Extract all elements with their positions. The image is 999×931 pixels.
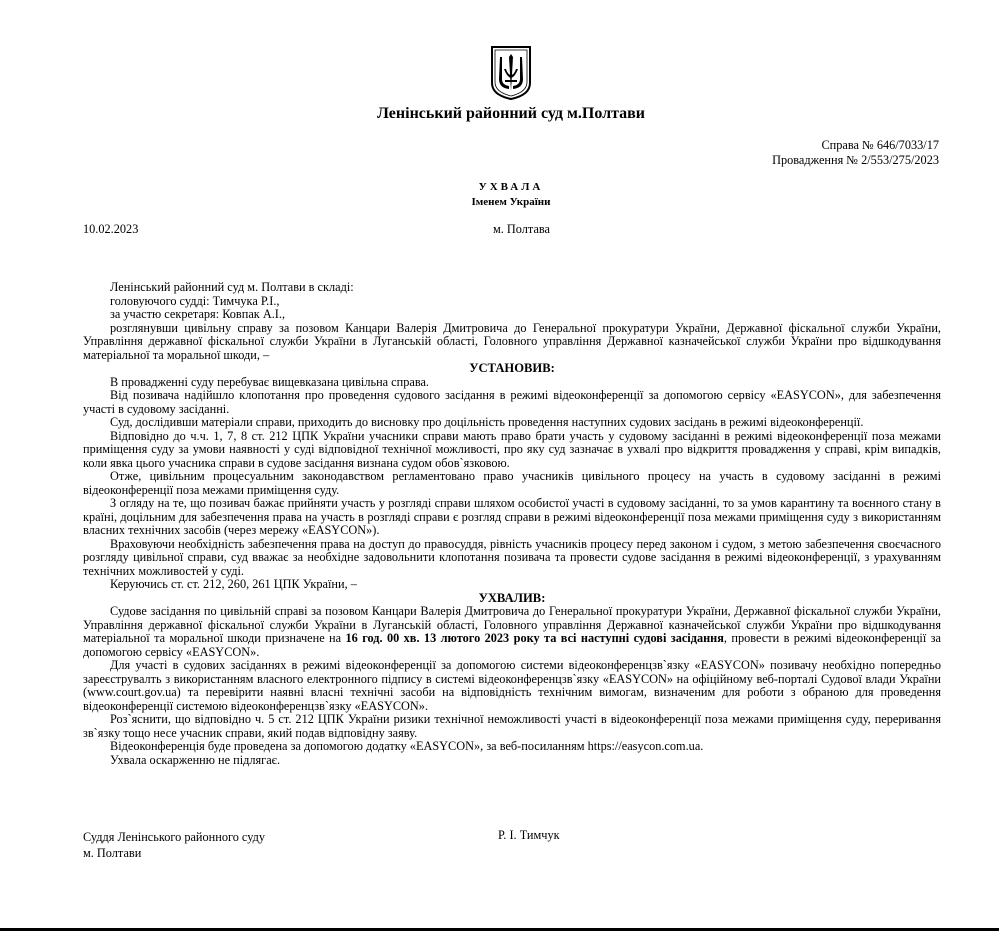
established-paragraph: Керуючись ст. ст. 212, 260, 261 ЦПК України, – [110,577,357,591]
judge-name: Р. І. Тимчук [498,828,560,842]
ruled-hearing-text-end: , провести в режимі відеоконференції за допомогою сервісу «EASYCON». [83,631,941,659]
ruling-date: 10.02.2023 [83,222,139,236]
ukraine-trident-emblem-icon [490,45,532,101]
established-paragraph: Суд, дослідивши матеріали справи, приходить до висновку про доцільність проведення наступних судових засідань в режимі відеоконференції. [110,415,864,429]
document-type: УХВАЛА [478,181,544,193]
case-numbers [772,138,939,168]
ruling-body [83,281,941,767]
proceeding-number: Провадження № 2/553/275/2023 [772,153,939,167]
ruled-hearing-text: Судове засідання по цивільній справі за позовом Канцари Валерія Дмитровича до Генеральної прокуратури України, Державної фіскальної служби України, Управління державної фіскальної служби України в Луганській області, Головного управління Державної казначейської служби України про відшкодування матеріальної та моральної шкоди призначене на [83,604,941,645]
ruled-paragraph: Для участі в судових засіданнях в режимі відеоконференції за допомогою системи відеоконференцзв`язку «EASYCON» позивачу необхідно попередньо зареєструвалть з використанням власного електронного підпису в системі відеоконференцзв`язку «EASYCON» на офіційному веб-порталі Судової влади України (www.court.gov.ua) та перевірити наявні власні технічні засоби на відповідність технічним вимогам, визначеним для роботи з обраною для проведення відеоконференції системою відеоконференцзв`язку «EASYCON». [83,658,941,713]
established-paragraph: В провадженні суду перебуває вищевказана цивільна справа. [110,374,429,389]
ruled-heading: УХВАЛИВ: [478,590,546,605]
document-subtitle: Іменем України [471,196,551,208]
signature-title-line: Суддя Ленінського районного суду [83,830,266,844]
secretary-line: за участю секретаря: Ковпак А.І., [110,307,286,321]
ruling-city: м. Полтава [493,222,551,236]
established-paragraph: Відповідно до ч.ч. 1, 7, 8 ст. 212 ЦПК України учасники справи мають право брати участь у судовому засіданні в режимі відеоконференції поза межами приміщення суду за умови наявності у суді відповідної технічної можливості, про яку суд зазначає в ухвалі про відкриття провадження у справі, крім випадків, коли явка цього учасника справи в судове засідання визнана судом обов`язковою. [83,428,941,470]
established-paragraph: Отже, цивільним процесуальним законодавством регламентовано право учасників цивільного процесу на участь в судовому засіданні в режимі відеоконференції поза межами приміщення суду. [83,469,941,497]
court-name-title: Ленінський районний суд м.Полтави [376,105,645,122]
ruled-paragraph: Ухвала оскарженню не підлягає. [110,752,281,767]
established-paragraph: З огляду на те, що позивач бажає прийняти участь у розгляді справи шляхом особистої участі в судовому засіданні, то за умов карантину та воєнного стану в країні, доцільним для забезпечення права на участь в розгляді справи є розгляд справи в режимі відеоконференції поза межами приміщення суду з використанням власних технічних засобів (через мережу «EASYCON»). [83,496,941,537]
established-heading: УСТАНОВИВ: [469,361,555,375]
established-paragraph: Від позивача надійшло клопотання про проведення судового засідання в режимі відеоконференції за допомогою сервісу «EASYCON», для забезпечення участі в судовому засіданні. [83,388,941,416]
case-intro-paragraph: розглянувши цивільну справу за позовом Канцари Валерія Дмитровича до Генеральної прокуратури України, Державної фіскальної служби України, Управління державної фіскальної служби України в Луганській області, Головного управління Державної казначейської служби України про відшкодування матеріальної та моральної шкоди, – [83,320,941,362]
ruled-paragraph-hearing [83,605,941,659]
presiding-judge-line: головуючого судді: Тимчука Р.І., [110,293,280,308]
hearing-datetime: 16 год. 00 хв. 13 лютого 2023 року та всі наступні судові засідання [345,631,724,645]
ruled-paragraph: Роз`яснити, що відповідно ч. 5 ст. 212 ЦПК України ризики технічної неможливості участі в відеоконференції поза межами приміщення суду, переривання зв`язку тощо несе учасник справи, який подав відповідну заяву. [83,712,941,740]
signature-title-line: м. Полтави [83,846,142,860]
court-composition-line: Ленінський районний суд м. Полтави в складі: [110,280,354,294]
ruled-paragraph: Відеоконференція буде проведена за допомогою додатку «EASYCON», за веб-посиланням https://easycon.com.ua. [110,739,704,753]
established-paragraph: Враховуючи необхідність забезпечення права на доступ до правосуддя, рівність учасників процесу перед законом і судом, з метою забезпечення своєчасного розгляду цивільної справи, суд вважає за необхідне задовольнити клопотання позивача та провести судове засідання в режимі відеоконференції, з урахуванням технічних можливостей у суді. [83,536,941,578]
signature-title [83,829,265,861]
case-number: Справа № 646/7033/17 [821,138,939,152]
